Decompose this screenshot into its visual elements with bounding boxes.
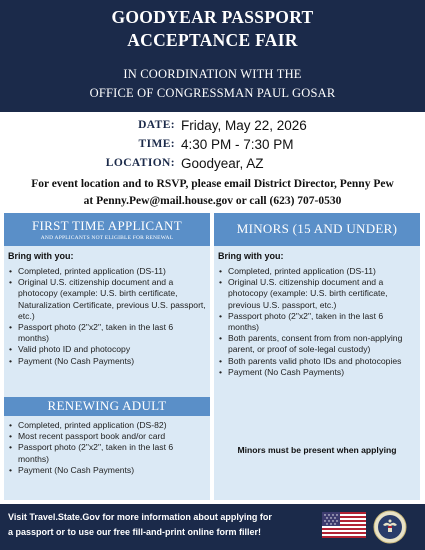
list-item: • Passport photo (2"x2", taken in the last 6 months) <box>4 322 210 344</box>
location-label: LOCATION: <box>105 157 175 169</box>
date-row <box>0 116 425 135</box>
minors-note: Minors must be present when applying <box>237 445 397 455</box>
title-line-2: ACCEPTANCE FAIR <box>127 30 298 50</box>
list-item: • Payment (No Cash Payments) <box>4 356 210 367</box>
first-time-subtitle: AND APPLICANTS NOT ELIGIBLE FOR RENEWAL <box>40 235 174 241</box>
footer-banner <box>0 504 425 550</box>
subtitle-line-2: OFFICE OF CONGRESSMAN PAUL GOSAR <box>89 86 336 100</box>
list-item: • Valid photo ID and photocopy <box>4 344 210 355</box>
renewing-list <box>4 420 210 476</box>
first-time-title: FIRST TIME APPLICANT <box>32 218 182 233</box>
subtitle-line-1: IN COORDINATION WITH THE <box>123 67 302 81</box>
renewing-title: RENEWING ADULT <box>47 398 167 413</box>
date-value: Friday, May 22, 2026 <box>181 118 307 133</box>
list-item: • Completed, printed application (DS-11) <box>4 266 210 277</box>
time-label: TIME: <box>138 138 175 150</box>
list-item: • Payment (No Cash Payments) <box>214 367 420 378</box>
minors-header <box>214 213 420 246</box>
title-line-1: GOODYEAR PASSPORT <box>111 7 314 27</box>
rsvp-line-2: at Penny.Pew@mail.house.gov or call (623) 707-0530 <box>83 195 342 207</box>
location-row <box>0 154 425 173</box>
list-item: • Completed, printed application (DS-82) <box>4 420 210 431</box>
list-item: • Both parents valid photo IDs and photocopies <box>214 356 420 367</box>
us-flag-icon <box>322 512 366 538</box>
first-time-list <box>4 266 210 367</box>
location-value: Goodyear, AZ <box>181 156 264 171</box>
header-banner <box>0 0 425 112</box>
footer-line-2: a passport or to use our free fill-and-print online form filler! <box>8 527 262 537</box>
list-item: • Original U.S. citizenship document and a photocopy (example: U.S. birth certificate, previous U.S. passport, etc.) <box>214 277 420 311</box>
first-time-bring-label: Bring with you: <box>8 251 74 261</box>
renewing-header <box>4 397 210 416</box>
date-label: DATE: <box>138 119 175 131</box>
rsvp-line-1: For event location and to RSVP, please email District Director, Penny Pew <box>31 178 394 190</box>
list-item: • Original U.S. citizenship document and a photocopy (example: U.S. birth certificate, Naturalization Certificate, previous U.S. passport, etc.) <box>4 277 210 322</box>
minors-panel <box>214 213 420 500</box>
footer-line-1: Visit Travel.State.Gov for more information about applying for <box>8 512 272 522</box>
time-row <box>0 135 425 154</box>
first-time-header <box>4 213 210 246</box>
state-department-seal-icon <box>373 510 407 544</box>
list-item: • Passport photo (2"x2", taken in the last 6 months) <box>4 442 210 464</box>
list-item: • Passport photo (2"x2", taken in the last 6 months) <box>214 311 420 333</box>
first-time-applicant-panel <box>4 213 210 500</box>
list-item: • Completed, printed application (DS-11) <box>214 266 420 277</box>
list-item: • Most recent passport book and/or card <box>4 431 210 442</box>
time-value: 4:30 PM - 7:30 PM <box>181 137 294 152</box>
minors-bring-label: Bring with you: <box>218 251 284 261</box>
list-item: • Both parents, consent from from non-applying parent, or proof of sole-legal custody) <box>214 333 420 355</box>
rsvp-info <box>0 176 425 210</box>
footer-text <box>8 510 308 540</box>
minors-title: MINORS (15 AND UNDER) <box>236 221 398 236</box>
minors-list <box>214 266 420 378</box>
list-item: • Payment (No Cash Payments) <box>4 465 210 476</box>
